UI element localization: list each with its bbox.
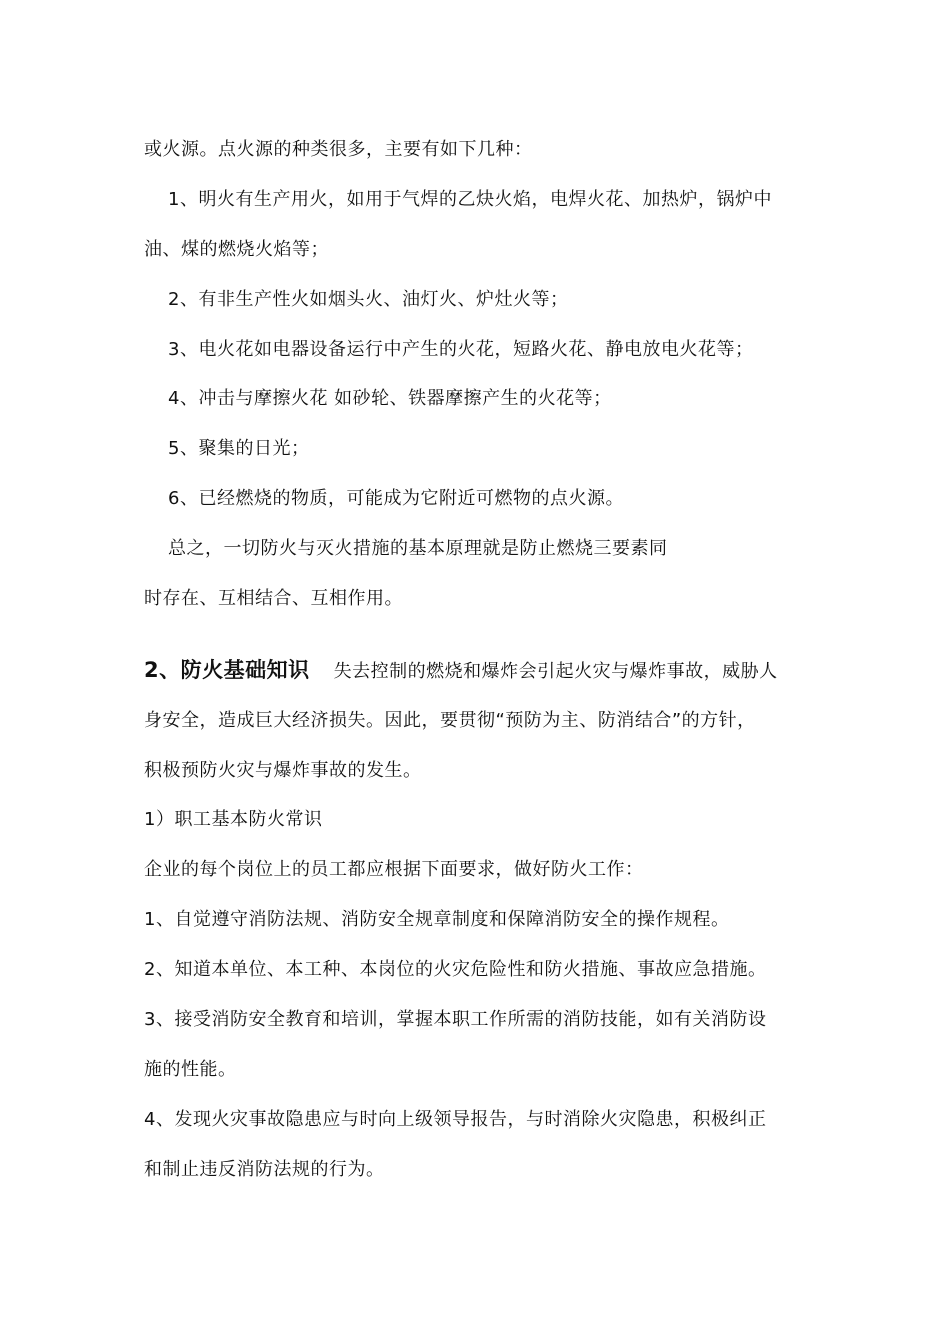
section-2-title: 2、防火基础知识 bbox=[144, 658, 310, 682]
rule-item-3: 3、接受消防安全教育和培训，掌握本职工作所需的消防技能，如有关消防设 bbox=[144, 1009, 767, 1030]
subsection-title: 1）职工基本防火常识 bbox=[144, 809, 323, 830]
rule-item-1: 1、自觉遵守消防法规、消防安全规章制度和保障消防安全的操作规程。 bbox=[144, 909, 730, 930]
list-item-2: 2、有非生产性火如烟头火、油灯火、炉灶火等； bbox=[168, 289, 569, 310]
section-2-text-line: 身安全，造成巨大经济损失。因此，要贯彻“预防为主、防消结合”的方针， bbox=[144, 710, 756, 731]
section-2-heading-line bbox=[144, 656, 778, 686]
section-2-text-line: 积极预防火灾与爆炸事故的发生。 bbox=[144, 760, 422, 781]
summary-line: 总之，一切防火与灭火措施的基本原理就是防止燃烧三要素同 bbox=[168, 538, 668, 559]
paragraph-line: 或火源。点火源的种类很多，主要有如下几种： bbox=[144, 139, 533, 160]
list-item-3: 3、电火花如电器设备运行中产生的火花，短路火花、静电放电火花等； bbox=[168, 339, 754, 360]
rule-item-2: 2、知道本单位、本工种、本岗位的火灾危险性和防火措施、事故应急措施。 bbox=[144, 959, 767, 980]
subsection-intro: 企业的每个岗位上的员工都应根据下面要求，做好防火工作： bbox=[144, 859, 644, 880]
list-item-5: 5、聚集的日光； bbox=[168, 438, 310, 459]
section-2-intro-text: 失去控制的燃烧和爆炸会引起火灾与爆炸事故，威胁人 bbox=[333, 661, 778, 682]
summary-line-continued: 时存在、互相结合、互相作用。 bbox=[144, 588, 403, 609]
list-item-6: 6、已经燃烧的物质，可能成为它附近可燃物的点火源。 bbox=[168, 488, 624, 509]
rule-item-4-continued: 和制止违反消防法规的行为。 bbox=[144, 1159, 385, 1180]
list-item-1-continued: 油、煤的燃烧火焰等； bbox=[144, 239, 329, 260]
rule-item-4: 4、发现火灾事故隐患应与时向上级领导报告，与时消除火灾隐患，积极纠正 bbox=[144, 1109, 767, 1130]
rule-item-3-continued: 施的性能。 bbox=[144, 1059, 237, 1080]
list-item-1: 1、明火有生产用火，如用于气焊的乙炔火焰，电焊火花、加热炉，锅炉中 bbox=[168, 189, 772, 210]
list-item-4: 4、冲击与摩擦火花 如砂轮、铁器摩擦产生的火花等； bbox=[168, 388, 612, 409]
